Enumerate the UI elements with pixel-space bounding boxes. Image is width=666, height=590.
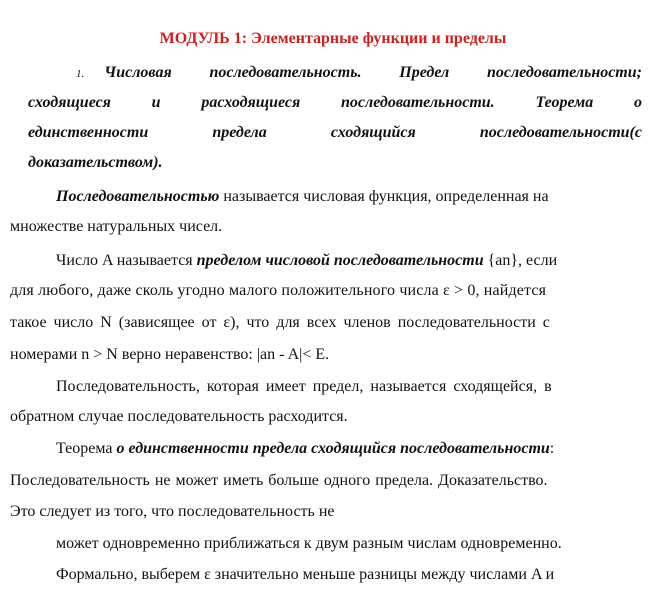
para3-line2: обратном случае последовательность расходится.: [10, 408, 348, 425]
para2-line2: для любого, даже сколь угодно малого положительного числа ε > 0, найдется: [10, 282, 547, 299]
para3-line1: Последовательность, которая имеет предел, называется сходящейся, в: [56, 378, 552, 395]
para2-line3: такое число N (зависящее от ε), что для всех членов последовательности с: [10, 314, 550, 331]
para1-line2: множестве натуральных чисел.: [10, 218, 223, 235]
para1-line1: Последовательностью называется числовая функция, определенная на: [56, 188, 549, 205]
heading-number: 1.: [76, 68, 85, 80]
para4-line4: может одновременно приближаться к двум разным числам одновременно.: [56, 535, 562, 552]
term-sequence: Последовательностью: [56, 188, 220, 205]
para4-line2: Последовательность не может иметь больше одного предела. Доказательство.: [10, 472, 548, 489]
term-limit: пределом числовой последовательности: [196, 252, 484, 269]
para4-line5: Формально, выберем ε значительно меньше разницы между числами A и: [56, 566, 555, 583]
term-theorem: о единственности предела сходящийся последовательности: [116, 440, 550, 457]
heading-line-2: сходящиеся и расходящиеся последовательности. Теорема о: [28, 94, 642, 111]
heading-line-4: доказательством).: [28, 154, 163, 171]
para2-line1: Число A называется пределом числовой последовательности {an}, если: [56, 252, 558, 269]
para4-line1: Теорема о единственности предела сходящийся последовательности:: [56, 440, 555, 457]
heading-line-3: единственности предела сходящийся последовательности(с: [28, 124, 642, 141]
para4-line3: Это следует из того, что последовательность не: [10, 503, 335, 520]
module-title: МОДУЛЬ 1: Элементарные функции и пределы: [159, 30, 507, 47]
para2-line4: номерами n > N верно неравенство: |an - A|< E.: [10, 346, 330, 363]
heading-line-1: 1. Числовая последовательность. Предел последовательности;: [76, 64, 642, 81]
